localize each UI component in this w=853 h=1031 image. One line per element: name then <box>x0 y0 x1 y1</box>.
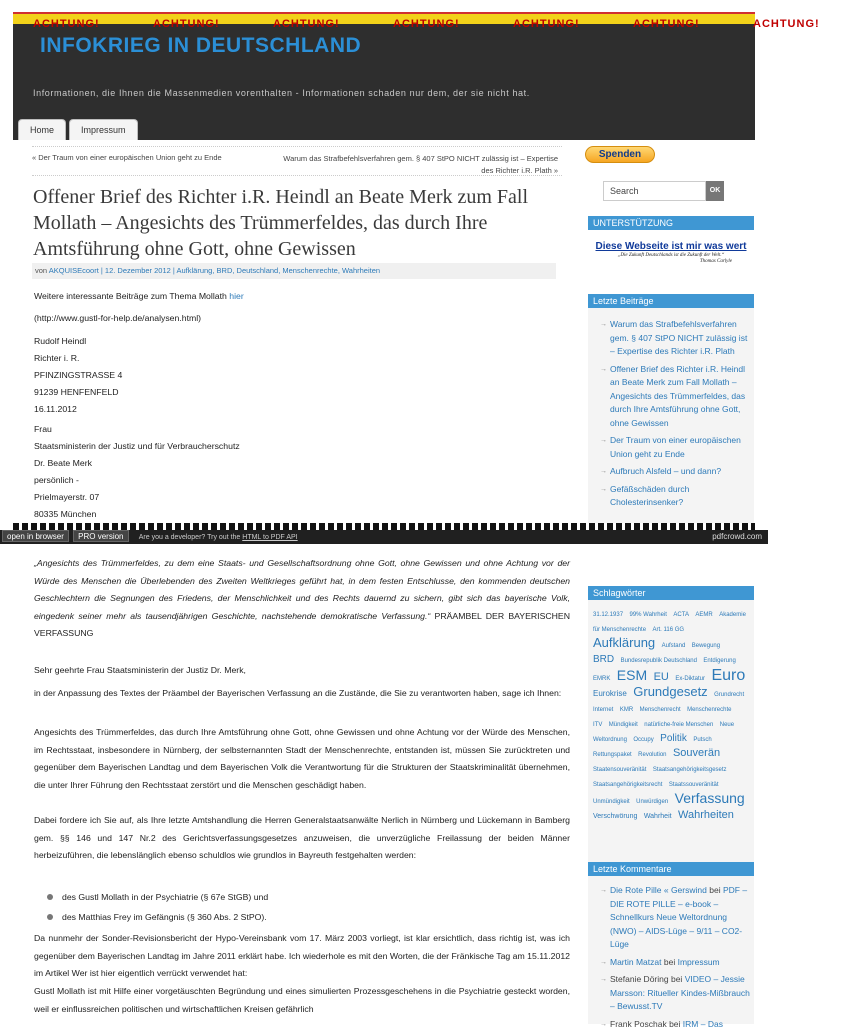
nav-tab-home[interactable]: Home <box>18 119 66 140</box>
tag-link[interactable]: Art. 116 GG <box>652 627 684 633</box>
meta-prefix: von <box>35 266 47 275</box>
tag-cloud <box>588 600 754 829</box>
tag-link[interactable]: 99% Wahrheit <box>629 612 666 618</box>
warning-text: ACHTUNG! <box>613 17 733 31</box>
warning-text: ACHTUNG! <box>133 17 253 31</box>
quote-text: „Angesichts des Trümmerfeldes, zu dem eine Staats- und Gesellschaftsordnung ohne Gott, ohne Gewissen und ohne Achtung vor der Würde des Menschen die Überlebenden des Zweiten Weltkrieges geführt hat, in dem festen Entschlusse, den kommenden deutschen Geschlechtern die Segnungen des Friedens, der Menschlichkeit und des Rechts dauernd zu sichern, gibt sich das bayerische Volk, eingedenk seiner mehr als tausendjährigen Geschichte, nachstehende demokratische Verfassung.“ <box>34 558 570 621</box>
recipient-line: Prielmayerstr. 07 <box>34 489 240 506</box>
recipient-line: Frau <box>34 421 240 438</box>
tag-link[interactable]: Unmündigkeit <box>593 799 630 805</box>
search-button[interactable]: OK <box>706 181 724 201</box>
recipient-line: Staatsministerin der Justiz und für Verbraucherschutz <box>34 438 240 455</box>
tag-link[interactable]: Rettungspaket <box>593 752 632 758</box>
tag-link[interactable]: Ex-Diktatur <box>675 676 705 682</box>
tag-link[interactable]: Entdigerung <box>703 658 735 664</box>
warning-text: ACHTUNG! <box>13 17 133 31</box>
support-banner[interactable] <box>590 241 752 264</box>
warning-text: ACHTUNG! <box>373 17 493 31</box>
tag-link[interactable]: EU <box>654 671 669 683</box>
next-post-link[interactable]: Warum das Strafbefehlsverfahren gem. § 407 StPO NICHT zulässig ist – Expertise des Richter i.R. Plath » <box>278 153 558 177</box>
tag-link[interactable]: KMR <box>620 707 633 713</box>
comment-post-link[interactable]: VIDEO – Jessie Marsson: Ritueller Kindes-Mißbrauch – Bewusst.TV <box>610 974 750 1011</box>
salutation: Sehr geehrte Frau Staatsministerin der Justiz Dr. Merk, <box>34 663 570 677</box>
tag-link[interactable]: Staatsangehörigkeitsrecht <box>593 782 662 788</box>
meta-categories[interactable]: | 12. Dezember 2012 | Aufklärung, BRD, Deutschland, Menschenrechte, Wahrheiten <box>101 266 380 275</box>
main-nav <box>18 119 138 140</box>
tag-link[interactable]: Souverän <box>673 747 720 759</box>
tag-link[interactable]: Wahrheit <box>644 813 672 820</box>
bullet-item: des Matthias Frey im Gefängnis (§ 360 Abs. 2 StPO). <box>34 907 554 927</box>
tag-link[interactable]: Wahrheiten <box>678 809 734 821</box>
tag-link[interactable]: EMRK <box>593 676 610 682</box>
donate-button[interactable]: Spenden <box>585 146 655 163</box>
tag-link[interactable]: Eurokrise <box>593 689 627 698</box>
recent-post-link[interactable]: → Offener Brief des Richter i.R. Heindl an Beate Merk zum Fall Mollath – Angesichts des Trümmerfeldes, das durch Ihre Amtsführung ohne Gott, ohne Gewissen <box>600 363 750 431</box>
pro-version-button[interactable]: PRO version <box>73 530 128 542</box>
recipient-address <box>34 421 240 523</box>
paragraph-3: Dabei fordere ich Sie auf, als Ihre letzte Amtshandlung die Herren Generalstaatsanwälte Nerlich in Nürnberg und Lückemann in Bamberg gem. §§ 146 und 147 Nr.2 des Gerichtsverfassungsgesetzes anzuweisen, die unverzügliche Freilassung der beiden Männer herbeizuführen, die lebenslänglich ebenso schuldlos wie grundlos in Bayreuth festgehalten werden: <box>34 812 570 865</box>
comment-post-link[interactable]: Impressum <box>678 957 720 967</box>
tag-link[interactable]: ACTA <box>673 612 689 618</box>
tag-link[interactable]: Bundesrepublik Deutschland <box>621 658 697 664</box>
tag-link[interactable]: Staatsangehörigkeitsgesetz <box>653 767 727 773</box>
author-link[interactable]: AKQUISEcoort <box>49 266 99 275</box>
tag-link[interactable]: Aufklärung <box>593 635 655 650</box>
comment-author-link[interactable]: Martin Matzat <box>610 957 662 967</box>
recent-post-link[interactable]: → Gefäßschäden durch Cholesterinsenker? <box>600 483 750 510</box>
tag-link[interactable]: Occupy <box>633 737 653 743</box>
tag-link[interactable]: ESM <box>617 667 647 683</box>
recent-post-link[interactable]: → Aufbruch Alsfeld – und dann? <box>600 465 750 479</box>
tag-link[interactable]: 31.12.1937 <box>593 612 623 618</box>
support-banner-quote: „Die Zukunft Deutschlands ist die Zukunft der Welt.“ <box>590 253 752 258</box>
comment-item: → Martin Matzat bei Impressum <box>600 956 750 970</box>
tag-link[interactable]: Politik <box>660 733 687 744</box>
page-break-rule <box>13 523 755 530</box>
pdfcrowd-bar <box>0 530 768 544</box>
tags-heading: Schlagwörter <box>588 586 754 600</box>
paragraph-2: Angesichts des Trümmerfeldes, das durch Ihre Amtsführung ohne Gott, ohne Gewissen und ohne Achtung vor der Würde des Menschen, im Rechtsstaat, insbesondere in Nürnberg, der selbsternannten Stadt der Menschenrechte, entstanden ist, müssen Sie zurücktreten und gegenüber dem Bayerischen Landtag und dem Bayerischen Volk die Verantwortung für die Strukturen der Staatskriminalität übernehmen, die unter Ihrer Führung den Rechtsstaat zerstört und die Menschen geschädigt haben. <box>34 724 570 794</box>
pdfcrowd-brand[interactable]: pdfcrowd.com <box>712 530 762 544</box>
bullet-item: des Gustl Mollath in der Psychiatrie (§ 67e StGB) und <box>34 887 554 907</box>
tag-link[interactable]: natürliche-freie Menschen <box>644 722 713 728</box>
comment-author: Stefanie Döring <box>610 974 669 984</box>
bullet-icon <box>47 914 53 920</box>
tag-link[interactable]: Grundgesetz <box>633 684 707 699</box>
constitution-quote <box>34 555 570 643</box>
tag-link[interactable]: Staatensouveränität <box>593 767 646 773</box>
tag-link[interactable]: Akademie für Menschenrechte <box>593 612 746 633</box>
tag-link[interactable]: ITV <box>593 722 602 728</box>
tag-link[interactable]: AEMR <box>695 612 712 618</box>
intro-text: Weitere interessante Beiträge zum Thema Mollath <box>34 291 227 301</box>
tag-link[interactable]: Menschenrecht <box>640 707 681 713</box>
tag-link[interactable]: Mündigkeit <box>609 722 638 728</box>
intro-link[interactable]: hier <box>229 291 244 301</box>
comment-item: → Frank Poschak bei IRM – Das <box>600 1018 750 1031</box>
letter-date: 16.11.2012 <box>34 401 122 418</box>
recipient-line: persönlich - <box>34 472 240 489</box>
recent-posts-widget <box>588 308 754 530</box>
intro-url: (http://www.gustl-for-help.de/analysen.html) <box>34 311 201 325</box>
tag-link[interactable]: Euro <box>711 667 745 684</box>
warning-text: ACHTUNG! <box>253 17 373 31</box>
paragraph-1: in der Anpassung des Textes der Präambel der Bayerischen Verfassung an die Zustände, die Sie zu verantworten haben, sage ich Ihnen: <box>34 685 570 703</box>
recipient-line: 80335 München <box>34 506 240 523</box>
developer-promo: Are you a developer? Try out the HTML to PDF API <box>139 534 298 541</box>
paragraph-4: Da nunmehr der Sonder-Revisionsbericht der Hypo-Vereinsbank vom 17. März 2003 vorliegt, ist klar ersichtlich, dass richtig ist, was ich gegenüber dem Bayerischen Landtag im Jahre 2011 erklärt habe. Ich wiederhole es mit den Worten, die der Fränkische Tag am 15.11.2012 im Artikel Wer ist hier eigentlich verrückt verwendet hat: <box>34 930 570 983</box>
warning-text: ACHTUNG! <box>493 17 613 31</box>
prev-post-link[interactable]: « Der Traum von einer europäischen Union geht zu Ende <box>32 153 222 162</box>
tag-link[interactable]: Grundrecht <box>714 692 744 698</box>
tag-link[interactable]: Aufstand <box>662 643 686 649</box>
site-title[interactable]: INFOKRIEG IN DEUTSCHLAND <box>40 34 361 58</box>
address-line: 91239 HENFENFELD <box>34 384 122 401</box>
address-line: PFINZINGSTRASSE 4 <box>34 367 122 384</box>
tag-link[interactable]: Verschwörung <box>593 813 637 820</box>
recent-post-link[interactable]: → Der Traum von einer europäischen Union geht zu Ende <box>600 434 750 461</box>
tag-link[interactable]: Staatssouveränität <box>669 782 719 788</box>
support-banner-author: Thomas Carlyle <box>590 259 752 264</box>
comment-post-link[interactable]: IRM – Das <box>683 1019 723 1029</box>
comment-post-link[interactable]: PDF – DIE ROTE PILLE – e-book – Schnellkurs Neue Weltordnung (NWO) – AIDS-Lüge – 9/11 – CO2-Lüge <box>610 885 747 949</box>
tag-link[interactable]: Bewegung <box>692 643 720 649</box>
recent-post-link[interactable]: → Warum das Strafbefehlsverfahren gem. § 407 StPO NICHT zulässig ist – Expertise des Richter i.R. Plath <box>600 318 750 359</box>
address-line: Rudolf Heindl <box>34 333 122 350</box>
support-banner-title[interactable]: Diese Webseite ist mir was wert <box>590 241 752 252</box>
paragraph-5: Gustl Mollath ist mit Hilfe einer vorgetäuschten Begründung und eines simulierten Prozessgeschehens in die Psychiatrie gesteckt worden, weil er einflussreichen politischen und wirtschaftlichen Kreisen gefährlich <box>34 983 570 1018</box>
sender-address <box>34 333 122 418</box>
tag-link[interactable]: Putsch <box>693 737 711 743</box>
address-line: Richter i. R. <box>34 350 122 367</box>
open-in-browser-button[interactable]: open in browser <box>2 530 69 542</box>
comments-heading: Letzte Kommentare <box>588 862 754 876</box>
post-navigation <box>32 146 562 176</box>
search-input[interactable]: Search <box>603 181 706 201</box>
recent-posts-heading: Letzte Beiträge <box>588 294 754 308</box>
post-meta <box>32 263 556 279</box>
bullet-list <box>34 887 554 927</box>
tag-link[interactable]: Menschenrechte <box>687 707 731 713</box>
recent-comments-widget <box>588 876 754 1024</box>
recipient-line: Dr. Beate Merk <box>34 455 240 472</box>
tag-cloud-widget <box>588 600 754 862</box>
site-tagline: Informationen, die Ihnen die Massenmedien vorenthalten - Informationen schaden nur dem, der sie nicht hat. <box>33 88 530 98</box>
tag-link[interactable]: Unwürdigen <box>636 799 668 805</box>
tag-link[interactable]: Internet <box>593 707 613 713</box>
html-to-pdf-link[interactable]: HTML to PDF API <box>242 534 297 541</box>
comment-item: → Die Rote Pille « Gerswind bei PDF – DIE ROTE PILLE – e-book – Schnellkurs Neue Weltordnung (NWO) – AIDS-Lüge – 9/11 – CO2-Lüge <box>600 884 750 952</box>
post-title: Offener Brief des Richter i.R. Heindl an Beate Merk zum Fall Mollath – Angesichts des Trümmerfeldes, das durch Ihre Amtsführung ohne Gott, ohne Gewissen <box>33 184 558 262</box>
intro-line <box>34 289 244 303</box>
comment-item: → Stefanie Döring bei VIDEO – Jessie Marsson: Ritueller Kindes-Mißbrauch – Bewusst.TV <box>600 973 750 1014</box>
comment-author-link[interactable]: Die Rote Pille « Gerswind <box>610 885 707 895</box>
tag-link[interactable]: BRD <box>593 654 614 665</box>
support-heading: UNTERSTÜTZUNG <box>588 216 754 230</box>
warning-text: ACHTUNG! <box>733 17 853 31</box>
comment-author: Frank Poschak <box>610 1019 667 1029</box>
tag-link[interactable]: Verfassung <box>675 790 745 806</box>
tag-link[interactable]: Revolution <box>638 752 666 758</box>
tag-link[interactable]: Neue Weltordnung <box>593 722 734 743</box>
bullet-icon <box>47 894 53 900</box>
warning-banner <box>13 12 755 24</box>
nav-tab-impressum[interactable]: Impressum <box>69 119 138 140</box>
quote-source: PRÄAMBEL DER BAYERISCHEN VERFASSUNG <box>34 611 570 639</box>
